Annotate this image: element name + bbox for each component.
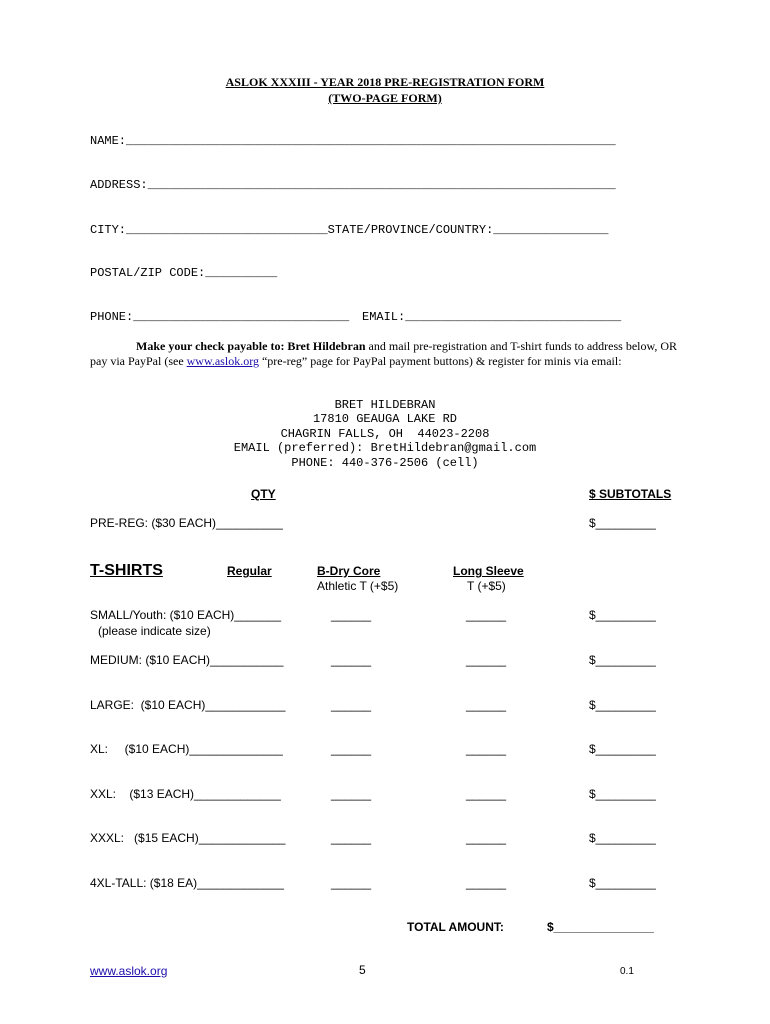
col-bdry-header: B-Dry Core xyxy=(317,564,381,578)
tshirt-label-small[interactable]: SMALL/Youth: ($10 EACH)_______ xyxy=(90,608,282,622)
name-field[interactable]: NAME:____________________________________________________________________ xyxy=(90,134,616,148)
tshirt-bdry-4xl-tall[interactable]: ______ xyxy=(331,876,372,890)
tshirt-label-xxl[interactable]: XXL: ($13 EACH)_____________ xyxy=(90,787,281,801)
tshirt-label-large[interactable]: LARGE: ($10 EACH)____________ xyxy=(90,698,286,712)
tshirt-label-4xl-tall[interactable]: 4XL-TALL: ($18 EA)_____________ xyxy=(90,876,284,890)
address-line-name: BRET HILDEBRAN xyxy=(334,398,436,412)
tshirt-subtotal-xl[interactable]: $_________ xyxy=(589,742,656,756)
tshirt-bdry-xxxl[interactable]: ______ xyxy=(331,831,372,845)
instructions-text-a: and mail pre-registration and T-shirt funds to address below, OR pay via PayPal (see xyxy=(90,339,678,368)
payment-instructions xyxy=(90,339,680,369)
prereg-subtotal-field[interactable]: $_________ xyxy=(589,516,656,530)
tshirt-long-medium[interactable]: ______ xyxy=(466,653,507,667)
email-field[interactable]: EMAIL:______________________________ xyxy=(362,310,622,324)
version-label: 0.1 xyxy=(620,966,634,977)
tshirt-subtotal-4xl-tall[interactable]: $_________ xyxy=(589,876,656,890)
tshirts-header: T-SHIRTS xyxy=(90,562,163,579)
tshirt-long-xxxl[interactable]: ______ xyxy=(466,831,507,845)
postal-code-field[interactable]: POSTAL/ZIP CODE:__________ xyxy=(90,266,278,280)
col-regular-header: Regular xyxy=(227,564,272,578)
tshirt-subtotal-xxl[interactable]: $_________ xyxy=(589,787,656,801)
tshirt-long-xl[interactable]: ______ xyxy=(466,742,507,756)
form-title: ASLOK XXXIII - YEAR 2018 PRE-REGISTRATION FORM xyxy=(225,75,545,89)
col-bdry-subheader: Athletic T (+$5) xyxy=(317,579,399,593)
col-long-subheader: T (+$5) xyxy=(467,579,506,593)
address-line-email: EMAIL (preferred): BretHildebran@gmail.com xyxy=(233,441,537,455)
col-long-header: Long Sleeve xyxy=(453,564,524,578)
prereg-qty-field[interactable]: PRE-REG: ($30 EACH)__________ xyxy=(90,516,283,530)
city-state-field[interactable]: CITY:____________________________STATE/PROVINCE/COUNTRY:________________ xyxy=(90,223,609,237)
tshirt-long-small[interactable]: ______ xyxy=(466,608,507,622)
tshirt-long-4xl-tall[interactable]: ______ xyxy=(466,876,507,890)
subtotals-header: $ SUBTOTALS xyxy=(589,487,672,501)
tshirt-label-medium[interactable]: MEDIUM: ($10 EACH)___________ xyxy=(90,653,284,667)
tshirt-bdry-large[interactable]: ______ xyxy=(331,698,372,712)
tshirt-long-large[interactable]: ______ xyxy=(466,698,507,712)
address-field[interactable]: ADDRESS:_________________________________________________________________ xyxy=(90,178,616,192)
address-line-city: CHAGRIN FALLS, OH 44023-2208 xyxy=(280,427,490,441)
tshirt-note-small: (please indicate size) xyxy=(98,624,211,638)
aslok-link[interactable]: www.aslok.org xyxy=(186,354,259,368)
tshirt-subtotal-xxxl[interactable]: $_________ xyxy=(589,831,656,845)
form-subtitle: (TWO-PAGE FORM) xyxy=(328,91,442,105)
tshirt-long-xxl[interactable]: ______ xyxy=(466,787,507,801)
tshirt-bdry-xxl[interactable]: ______ xyxy=(331,787,372,801)
page-number: 5 xyxy=(359,963,366,977)
address-line-street: 17810 GEAUGA LAKE RD xyxy=(312,412,458,426)
tshirt-subtotal-small[interactable]: $_________ xyxy=(589,608,656,622)
tshirt-label-xxxl[interactable]: XXXL: ($15 EACH)_____________ xyxy=(90,831,286,845)
payable-to-text: Make your check payable to: Bret Hildebran xyxy=(136,339,366,353)
tshirt-bdry-xl[interactable]: ______ xyxy=(331,742,372,756)
qty-header: QTY xyxy=(251,487,276,501)
address-line-phone: PHONE: 440-376-2506 (cell) xyxy=(291,456,479,470)
total-amount-field[interactable]: $_______________ xyxy=(547,920,654,934)
tshirt-subtotal-medium[interactable]: $_________ xyxy=(589,653,656,667)
tshirt-label-xl[interactable]: XL: ($10 EACH)______________ xyxy=(90,742,283,756)
tshirt-subtotal-large[interactable]: $_________ xyxy=(589,698,656,712)
phone-field[interactable]: PHONE:______________________________ xyxy=(90,310,350,324)
tshirt-bdry-medium[interactable]: ______ xyxy=(331,653,372,667)
footer-link[interactable]: www.aslok.org xyxy=(90,964,168,978)
instructions-text-b: “pre-reg” page for PayPal payment buttons) & register for minis via email: xyxy=(258,354,622,368)
tshirt-bdry-small[interactable]: ______ xyxy=(331,608,372,622)
total-amount-label: TOTAL AMOUNT: xyxy=(407,920,504,934)
